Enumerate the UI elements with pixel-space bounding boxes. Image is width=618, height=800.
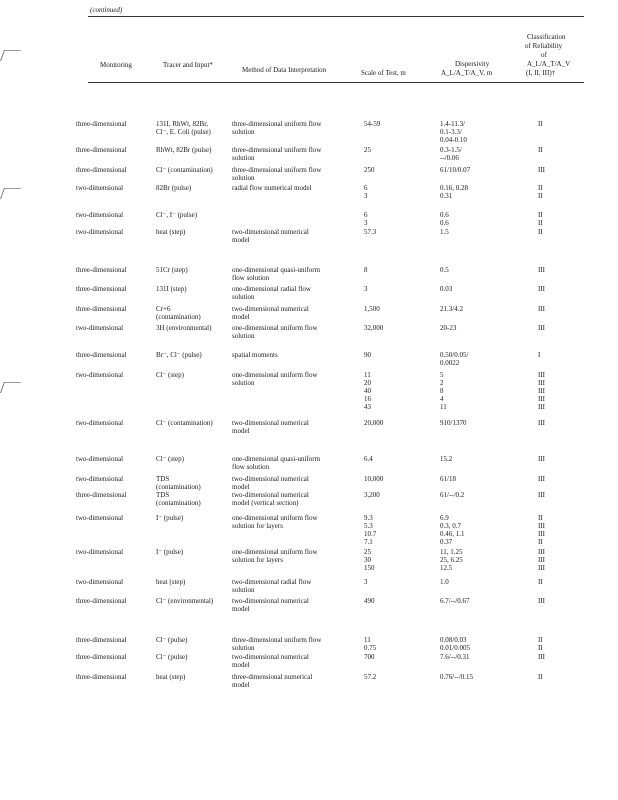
method-cell: two-dimensional numerical (232, 305, 309, 313)
classification-cell: II (538, 228, 543, 236)
method-cell: radial flow numerical model (232, 184, 312, 192)
tracer-cell: Cl⁻, I⁻ (pulse) (156, 211, 198, 219)
classification-cell: III (538, 266, 545, 274)
scale-cell: 6 (364, 184, 368, 192)
monitoring-cell: three-dimensional (76, 351, 127, 359)
method-cell: solution (232, 644, 255, 652)
scale-cell: 0.75 (364, 644, 377, 652)
dispersivity-cell: 61/--/0.2 (440, 491, 465, 499)
scale-cell: 150 (364, 564, 375, 572)
tracer-cell: RhWt, 82Br (pulse) (156, 146, 212, 154)
scale-cell: 9.3 (364, 514, 373, 522)
method-cell: one-dimensional quasi-uniform (232, 266, 321, 274)
method-cell: two-dimensional numerical (232, 228, 309, 236)
classification-cell: III (538, 166, 545, 174)
method-cell: model (232, 427, 250, 435)
classification-cell: III (538, 324, 545, 332)
dispersivity-cell: 1.5 (440, 228, 449, 236)
tracer-cell: heat (step) (156, 228, 186, 236)
tracer-cell: 131I, RhWt, 82Br, (156, 120, 209, 128)
tracer-cell: Cl⁻, E. Coli (pulse) (156, 128, 211, 136)
monitoring-cell: three-dimensional (76, 636, 127, 644)
classification-cell: II (538, 219, 543, 227)
classification-cell: II (538, 184, 543, 192)
classification-cell: II (538, 538, 543, 546)
tracer-cell: 131I (step) (156, 285, 187, 293)
scale-cell: 3 (364, 578, 368, 586)
dispersivity-cell: 7.6/--/0.31 (440, 653, 470, 661)
scale-cell: 3 (364, 219, 368, 227)
scan-margin-mark (0, 382, 21, 393)
method-cell: flow solution (232, 274, 270, 282)
scale-cell: 20,000 (364, 419, 384, 427)
classification-cell: III (538, 530, 545, 538)
scale-cell: 3,200 (364, 491, 380, 499)
scale-cell: 490 (364, 597, 375, 605)
scale-cell: 25 (364, 146, 371, 154)
method-cell: one-dimensional uniform flow (232, 371, 318, 379)
scale-cell: 11 (364, 636, 371, 644)
method-cell: model (vertical section) (232, 499, 299, 507)
header-method: Method of Data Interpretation (242, 66, 327, 74)
monitoring-cell: three-dimensional (76, 266, 127, 274)
classification-cell: III (538, 475, 545, 483)
monitoring-cell: two-dimensional (76, 475, 124, 483)
classification-cell: II (538, 146, 543, 154)
tracer-cell: heat (step) (156, 578, 186, 586)
tracer-cell: Cl⁻ (pulse) (156, 653, 188, 661)
method-cell: solution (232, 379, 255, 387)
method-cell: solution for layers (232, 522, 283, 530)
monitoring-cell: three-dimensional (76, 166, 127, 174)
tracer-cell: Cl⁻ (pulse) (156, 636, 188, 644)
monitoring-cell: three-dimensional (76, 491, 127, 499)
classification-cell: III (538, 556, 545, 564)
dispersivity-cell: 0.08/0.03 (440, 636, 467, 644)
classification-cell: III (538, 491, 545, 499)
method-cell: solution (232, 154, 255, 162)
classification-cell: II (538, 673, 543, 681)
scale-cell: 250 (364, 166, 375, 174)
scale-cell: 90 (364, 351, 371, 359)
method-cell: model (232, 681, 250, 689)
classification-cell: III (538, 403, 545, 411)
classification-cell: III (538, 379, 545, 387)
header-dispersivity-units: A_L/A_T/A_V, m (441, 69, 493, 77)
monitoring-cell: three-dimensional (76, 653, 127, 661)
method-cell: three-dimensional numerical (232, 673, 313, 681)
classification-cell: III (538, 455, 545, 463)
classification-cell: II (538, 636, 543, 644)
method-cell: three-dimensional uniform flow (232, 120, 322, 128)
method-cell: solution (232, 293, 255, 301)
dispersivity-cell: 2 (440, 379, 444, 387)
dispersivity-cell: 0.04-0.10 (440, 136, 467, 144)
classification-cell: III (538, 285, 545, 293)
method-cell: one-dimensional radial flow (232, 285, 311, 293)
scale-cell: 5.3 (364, 522, 373, 530)
classification-cell: III (538, 395, 545, 403)
method-cell: model (232, 605, 250, 613)
method-cell: solution (232, 174, 255, 182)
dispersivity-cell: 12.5 (440, 564, 453, 572)
method-cell: one-dimensional uniform flow (232, 514, 318, 522)
running-head: (continued) (90, 6, 123, 14)
dispersivity-cell: 5 (440, 371, 444, 379)
monitoring-cell: three-dimensional (76, 305, 127, 313)
header-classification: of Reliability (525, 42, 563, 50)
method-cell: solution (232, 586, 255, 594)
scale-cell: 11 (364, 371, 371, 379)
tracer-cell: 82Br (pulse) (156, 184, 192, 192)
monitoring-cell: two-dimensional (76, 419, 124, 427)
dispersivity-cell: 0.31 (440, 192, 453, 200)
monitoring-cell: two-dimensional (76, 228, 124, 236)
method-cell: solution for layers (232, 556, 283, 564)
classification-cell: III (538, 564, 545, 572)
scan-margin-mark (0, 188, 21, 199)
monitoring-cell: three-dimensional (76, 285, 127, 293)
method-cell: model (232, 313, 250, 321)
monitoring-cell: three-dimensional (76, 146, 127, 154)
classification-cell: III (538, 305, 545, 313)
tracer-cell: Br⁻, Cl⁻ (pulse) (156, 351, 202, 359)
dispersivity-cell: 11, 1.25 (440, 548, 463, 556)
method-cell: one-dimensional quasi-uniform (232, 455, 321, 463)
header-dispersivity-title: Dispersivity (455, 60, 490, 68)
dispersivity-cell: 0.3-1.5/ (440, 146, 462, 154)
method-cell: three-dimensional uniform flow (232, 166, 322, 174)
monitoring-cell: two-dimensional (76, 548, 124, 556)
monitoring-cell: three-dimensional (76, 597, 127, 605)
dispersivity-cell: 11 (440, 403, 447, 411)
dispersivity-cell: --/0.06 (440, 154, 459, 162)
header-classification: A_L/A_T/A_V (527, 60, 571, 68)
method-cell: model (232, 661, 250, 669)
classification-cell: I (538, 351, 541, 359)
tracer-cell: TDS (156, 491, 170, 499)
scale-cell: 10.7 (364, 530, 377, 538)
dispersivity-cell: 0.6 (440, 211, 449, 219)
top-rule (88, 16, 584, 17)
tracer-cell: Cl⁻ (contamination) (156, 166, 213, 174)
dispersivity-cell: 0.46, 1.1 (440, 530, 465, 538)
dispersivity-cell: 0.16, 0.28 (440, 184, 468, 192)
method-cell: one-dimensional uniform flow (232, 324, 318, 332)
scale-cell: 30 (364, 556, 371, 564)
dispersivity-cell: 0.37 (440, 538, 453, 546)
method-cell: two-dimensional numerical (232, 419, 309, 427)
scale-cell: 10,000 (364, 475, 384, 483)
scale-cell: 7.1 (364, 538, 373, 546)
header-classification: Classification (527, 33, 566, 41)
tracer-cell: Cr+6 (156, 305, 171, 313)
classification-cell: II (538, 120, 543, 128)
method-cell: three-dimensional uniform flow (232, 146, 322, 154)
scale-cell: 3 (364, 285, 368, 293)
classification-cell: III (538, 387, 545, 395)
header-scale: Scale of Test, m (361, 69, 406, 77)
tracer-cell: 3H (environmental) (156, 324, 212, 332)
monitoring-cell: two-dimensional (76, 184, 124, 192)
scale-cell: 3 (364, 192, 368, 200)
monitoring-cell: two-dimensional (76, 371, 124, 379)
dispersivity-cell: 910/1370 (440, 419, 467, 427)
classification-cell: II (538, 192, 543, 200)
monitoring-cell: two-dimensional (76, 455, 124, 463)
scale-cell: 32,000 (364, 324, 384, 332)
method-cell: three-dimensional uniform flow (232, 636, 322, 644)
dispersivity-cell: 20-23 (440, 324, 457, 332)
dispersivity-cell: 1.4-11.3/ (440, 120, 466, 128)
method-cell: two-dimensional numerical (232, 653, 309, 661)
dispersivity-cell: 61/10/0.07 (440, 166, 471, 174)
dispersivity-cell: 0.03 (440, 285, 453, 293)
classification-cell: II (538, 578, 543, 586)
dispersivity-cell: 15.2 (440, 455, 453, 463)
tracer-cell: (contamination) (156, 499, 201, 507)
method-cell: model (232, 483, 250, 491)
scale-cell: 1,500 (364, 305, 380, 313)
scale-cell: 40 (364, 387, 371, 395)
dispersivity-cell: 0.01/0.005 (440, 644, 470, 652)
classification-cell: II (538, 211, 543, 219)
scale-cell: 43 (364, 403, 371, 411)
dispersivity-cell: 21.3/4.2 (440, 305, 463, 313)
monitoring-cell: three-dimensional (76, 673, 127, 681)
header-rule (88, 82, 584, 83)
monitoring-cell: two-dimensional (76, 324, 124, 332)
header-classification: of (541, 51, 547, 59)
scale-cell: 6.4 (364, 455, 373, 463)
tracer-cell: I⁻ (pulse) (156, 548, 184, 556)
monitoring-cell: two-dimensional (76, 211, 124, 219)
dispersivity-cell: 0.6 (440, 219, 449, 227)
classification-cell: III (538, 597, 545, 605)
dispersivity-cell: 8 (440, 387, 444, 395)
header-monitoring: Monitoring (100, 61, 132, 69)
dispersivity-cell: 61/18 (440, 475, 456, 483)
dispersivity-cell: 0.1-3.3/ (440, 128, 462, 136)
classification-cell: II (538, 514, 543, 522)
tracer-cell: Cl⁻ (environmental) (156, 597, 214, 605)
method-cell: two-dimensional numerical (232, 475, 309, 483)
dispersivity-cell: 0.5 (440, 266, 449, 274)
dispersivity-cell: 0.76/--/0.15 (440, 673, 474, 681)
method-cell: two-dimensional radial flow (232, 578, 312, 586)
method-cell: flow solution (232, 463, 270, 471)
dispersivity-cell: 4 (440, 395, 444, 403)
method-cell: one-dimensional uniform flow (232, 548, 318, 556)
classification-cell: III (538, 371, 545, 379)
scan-margin-mark (0, 50, 21, 61)
method-cell: spatial moments (232, 351, 278, 359)
tracer-cell: Cl⁻ (step) (156, 455, 184, 463)
method-cell: solution (232, 332, 255, 340)
monitoring-cell: two-dimensional (76, 514, 124, 522)
dispersivity-cell: 25, 6.25 (440, 556, 463, 564)
scale-cell: 57.2 (364, 673, 377, 681)
monitoring-cell: two-dimensional (76, 578, 124, 586)
method-cell: solution (232, 128, 255, 136)
tracer-cell: Cl⁻ (step) (156, 371, 184, 379)
scale-cell: 57.3 (364, 228, 377, 236)
classification-cell: III (538, 419, 545, 427)
dispersivity-cell: 1.0 (440, 578, 449, 586)
dispersivity-cell: 0.50/0.05/ (440, 351, 469, 359)
tracer-cell: 51Cr (step) (156, 266, 188, 274)
tracer-cell: (contamination) (156, 483, 201, 491)
classification-cell: III (538, 653, 545, 661)
scale-cell: 54-59 (364, 120, 381, 128)
classification-cell: II (538, 644, 543, 652)
header-tracer: Tracer and Input* (163, 61, 213, 69)
method-cell: model (232, 236, 250, 244)
dispersivity-cell: 0.0022 (440, 359, 460, 367)
tracer-cell: I⁻ (pulse) (156, 514, 184, 522)
dispersivity-cell: 6.7/--/0.67 (440, 597, 470, 605)
method-cell: two-dimensional numerical (232, 491, 309, 499)
classification-cell: III (538, 522, 545, 530)
header-classification: (I, II, III)† (526, 69, 556, 77)
method-cell: two-dimensional numerical (232, 597, 309, 605)
tracer-cell: TDS (156, 475, 170, 483)
dispersivity-cell: 6.9 (440, 514, 449, 522)
tracer-cell: (contamination) (156, 313, 201, 321)
dispersivity-cell: 0.3, 0.7 (440, 522, 461, 530)
tracer-cell: Cl⁻ (contamination) (156, 419, 213, 427)
classification-cell: III (538, 548, 545, 556)
monitoring-cell: three-dimensional (76, 120, 127, 128)
scale-cell: 25 (364, 548, 371, 556)
tracer-cell: heat (step) (156, 673, 186, 681)
scale-cell: 700 (364, 653, 375, 661)
scale-cell: 16 (364, 395, 371, 403)
scale-cell: 6 (364, 211, 368, 219)
scale-cell: 20 (364, 379, 371, 387)
scale-cell: 8 (364, 266, 368, 274)
